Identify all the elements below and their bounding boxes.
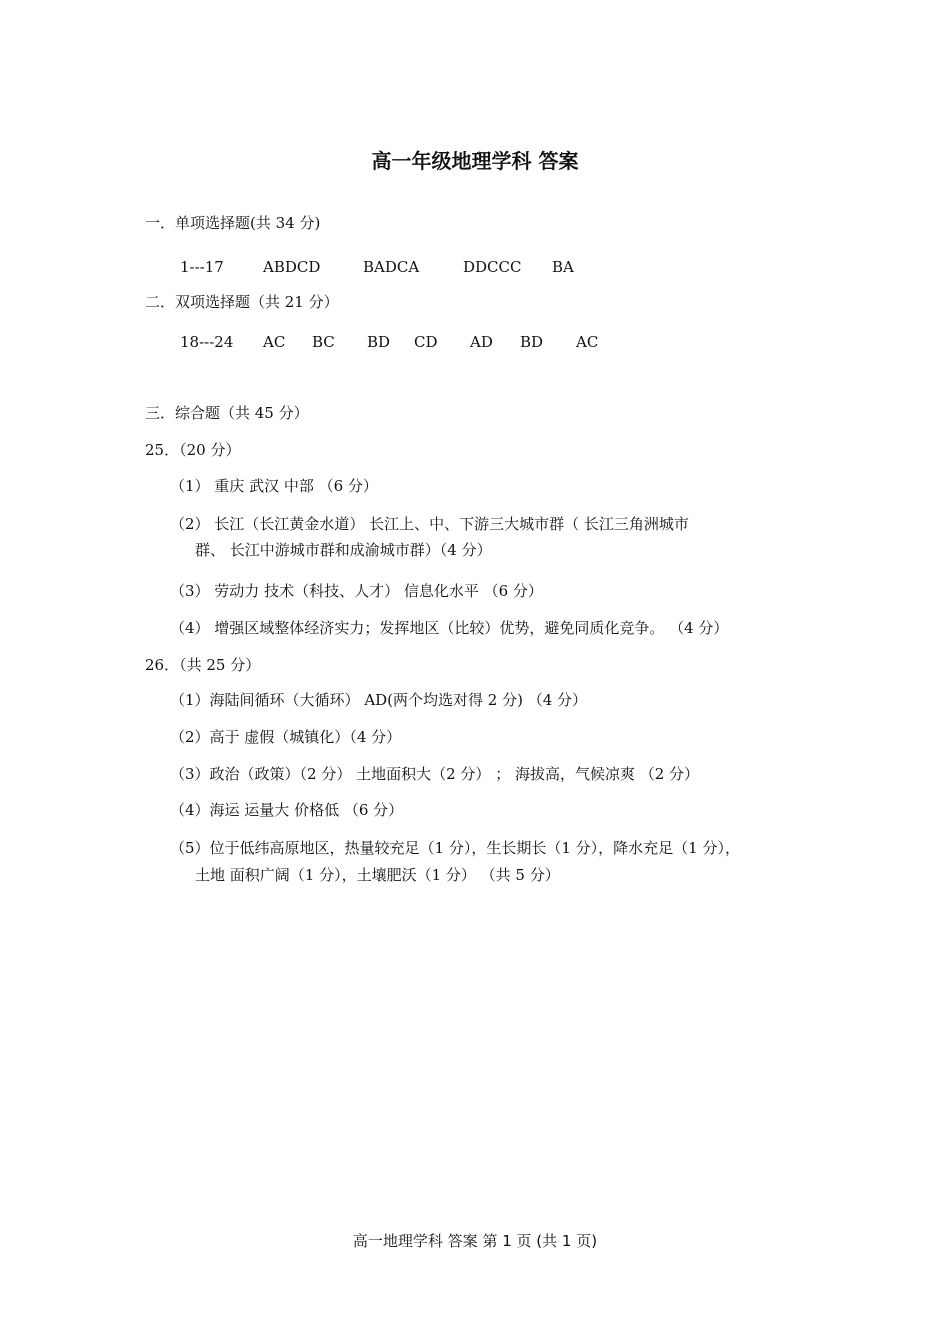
section1-answer-row [0,258,950,276]
section1-group: BADCA [363,258,420,276]
q26-answer-2: （2）高于 虚假（城镇化）（4 分） [170,728,402,746]
q26-answer-5-line2: 土地 面积广阔（1 分），土壤肥沃（1 分） （共 5 分） [195,866,560,884]
q25-answer-2-line1: （2） 长江（长江黄金水道） 长江上、中、下游三大城市群（ 长江三角洲城市 [170,515,689,533]
section2-range: 18---24 [180,333,234,351]
section2-answer: BC [312,333,335,351]
section2-answer: BD [520,333,544,351]
section2-answer-row [0,333,950,351]
section2-answer: CD [414,333,438,351]
section2-answer: BD [367,333,391,351]
q26-answer-3: （3）政治（政策）（2 分） 土地面积大（2 分） ； 海拔高，气候凉爽 （2 分） [170,765,700,783]
section1-range: 1---17 [180,258,224,276]
section2-answer: AD [470,333,493,351]
section1-group: ABDCD [263,258,321,276]
section2-answer: AC [263,333,286,351]
section1-heading: 一．单项选择题(共 34 分) [145,214,321,232]
q26-answer-5-line1: （5）位于低纬高原地区，热量较充足（1 分），生长期长（1 分），降水充足（1 分）， [170,839,740,857]
page-title: 高一年级地理学科 答案 [371,149,579,173]
q26-answer-1: （1）海陆间循环（大循环） AD(两个均选对得 2 分) （4 分） [170,691,588,709]
q26-answer-4: （4）海运 运量大 价格低 （6 分） [170,801,404,819]
q25-answer-4: （4） 增强区域整体经济实力；发挥地区（比较）优势，避免同质化竞争。 （4 分） [170,619,729,637]
section3-heading: 三．综合题（共 45 分） [145,404,309,422]
q26-heading: 26．（共 25 分） [145,656,261,674]
section2-heading: 二．双项选择题（共 21 分） [145,293,339,311]
section1-group: BA [552,258,574,276]
q25-answer-2-line2: 群、 长江中游城市群和成渝城市群）（4 分） [195,541,492,559]
page-footer: 高一地理学科 答案 第 1 页 (共 1 页) [352,1232,598,1250]
section1-group: DDCCC [463,258,522,276]
q25-heading: 25．（20 分） [145,441,241,459]
q25-answer-1: （1） 重庆 武汉 中部 （6 分） [170,477,378,495]
section2-answer: AC [576,333,599,351]
q25-answer-3: （3） 劳动力 技术（科技、人才） 信息化水平 （6 分） [170,582,543,600]
